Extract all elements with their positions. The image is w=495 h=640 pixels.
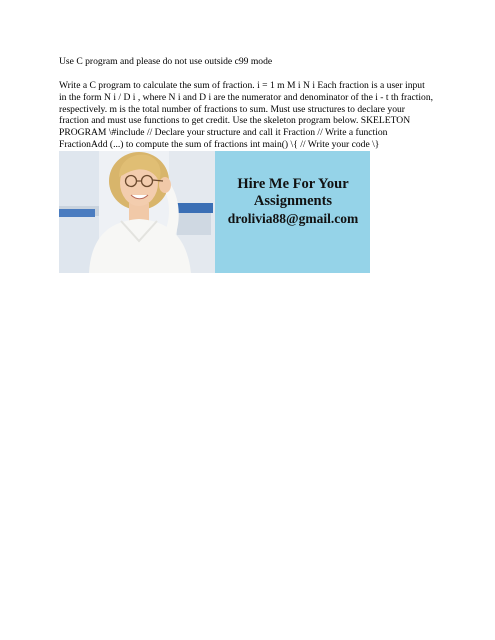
advert-text	[219, 176, 367, 228]
question-line-6: FractionAdd (...) to compute the sum of fractions int main() \{ // Write your code \}	[59, 138, 380, 150]
question-line-1: Write a C program to calculate the sum of fraction. i = 1 m M i N i Each fraction is a user input	[59, 80, 425, 91]
question-line-5: PROGRAM \#include // Declare your structure and call it Fraction // Write a function	[59, 127, 388, 139]
question-body	[59, 80, 449, 151]
advert-headline: Hire Me For Your	[237, 176, 349, 192]
question-line-2: in the form N i / D i , where N i and D i are the numerator and denominator of the i - t th fraction,	[59, 91, 434, 103]
advert-subheadline: Assignments	[253, 193, 333, 209]
woman-photo	[59, 151, 215, 273]
question-line-3: respectively. m is the total number of fractions to sum. Must use structures to declare your	[59, 103, 405, 115]
advert-email: drolivia88@gmail.com	[227, 211, 359, 226]
advert-banner	[59, 151, 370, 273]
question-line-4: fraction and must use functions to get credit. Use the skeleton program below. SKELETON	[59, 115, 411, 127]
question-title: Use C program and please do not use outside c99 mode	[59, 56, 273, 67]
